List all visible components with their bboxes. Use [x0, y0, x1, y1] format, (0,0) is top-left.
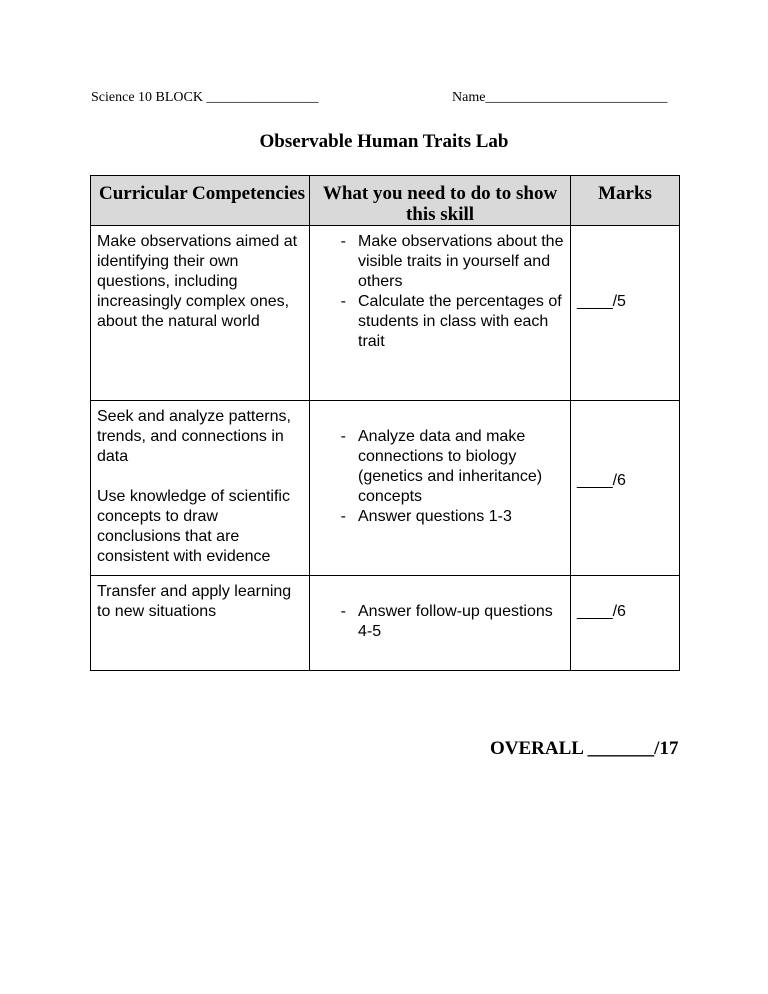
list-item	[310, 427, 570, 507]
list-item	[310, 507, 570, 527]
task-cell	[310, 401, 571, 576]
table-row	[91, 401, 680, 576]
course-block-field: Science 10 BLOCK ________________	[91, 90, 319, 105]
task-cell	[310, 226, 571, 401]
competency-table	[90, 175, 680, 671]
dash-bullet: -	[340, 508, 346, 525]
list-item	[310, 232, 570, 292]
competency-cell	[91, 226, 310, 401]
header-what-to-do: What you need to do to show this skill	[310, 176, 571, 226]
dash-bullet: -	[340, 293, 346, 310]
table-header-row	[91, 176, 680, 226]
header-marks: Marks	[571, 176, 680, 226]
table-row	[91, 226, 680, 401]
dash-bullet: -	[340, 603, 346, 620]
competency-text: Seek and analyze patterns, trends, and connections in data	[97, 408, 291, 465]
dash-bullet: -	[340, 428, 346, 445]
dash-bullet: -	[340, 233, 346, 250]
task-cell	[310, 576, 571, 671]
mark-blank: ____/5	[577, 293, 626, 310]
list-item	[310, 602, 570, 642]
task-text: Analyze data and make connections to biology (genetics and inheritance) concepts	[358, 428, 543, 505]
task-text: Calculate the percentages of students in class with each trait	[358, 293, 562, 350]
marks-cell	[571, 576, 680, 671]
mark-blank: ____/6	[577, 603, 626, 620]
marks-cell	[571, 401, 680, 576]
student-name-field: Name__________________________	[452, 90, 668, 105]
task-text: Make observations about the visible traits in yourself and others	[358, 233, 564, 290]
overall-score: OVERALL _______/17	[490, 738, 679, 759]
competency-text: Make observations aimed at identifying their own questions, including increasingly complex ones, about the natural world	[97, 233, 298, 330]
competency-cell	[91, 401, 310, 576]
competency-text: Transfer and apply learning to new situations	[97, 583, 292, 620]
page-title: Observable Human Traits Lab	[259, 131, 509, 152]
competency-text: Use knowledge of scientific concepts to draw conclusions that are consistent with evidence	[97, 488, 290, 565]
list-item	[310, 292, 570, 352]
mark-blank: ____/6	[577, 472, 626, 489]
marks-cell	[571, 226, 680, 401]
header-competencies: Curricular Competencies	[91, 176, 310, 226]
task-text: Answer follow-up questions 4-5	[358, 603, 553, 640]
competency-cell	[91, 576, 310, 671]
table-row	[91, 576, 680, 671]
task-text: Answer questions 1-3	[358, 508, 512, 525]
